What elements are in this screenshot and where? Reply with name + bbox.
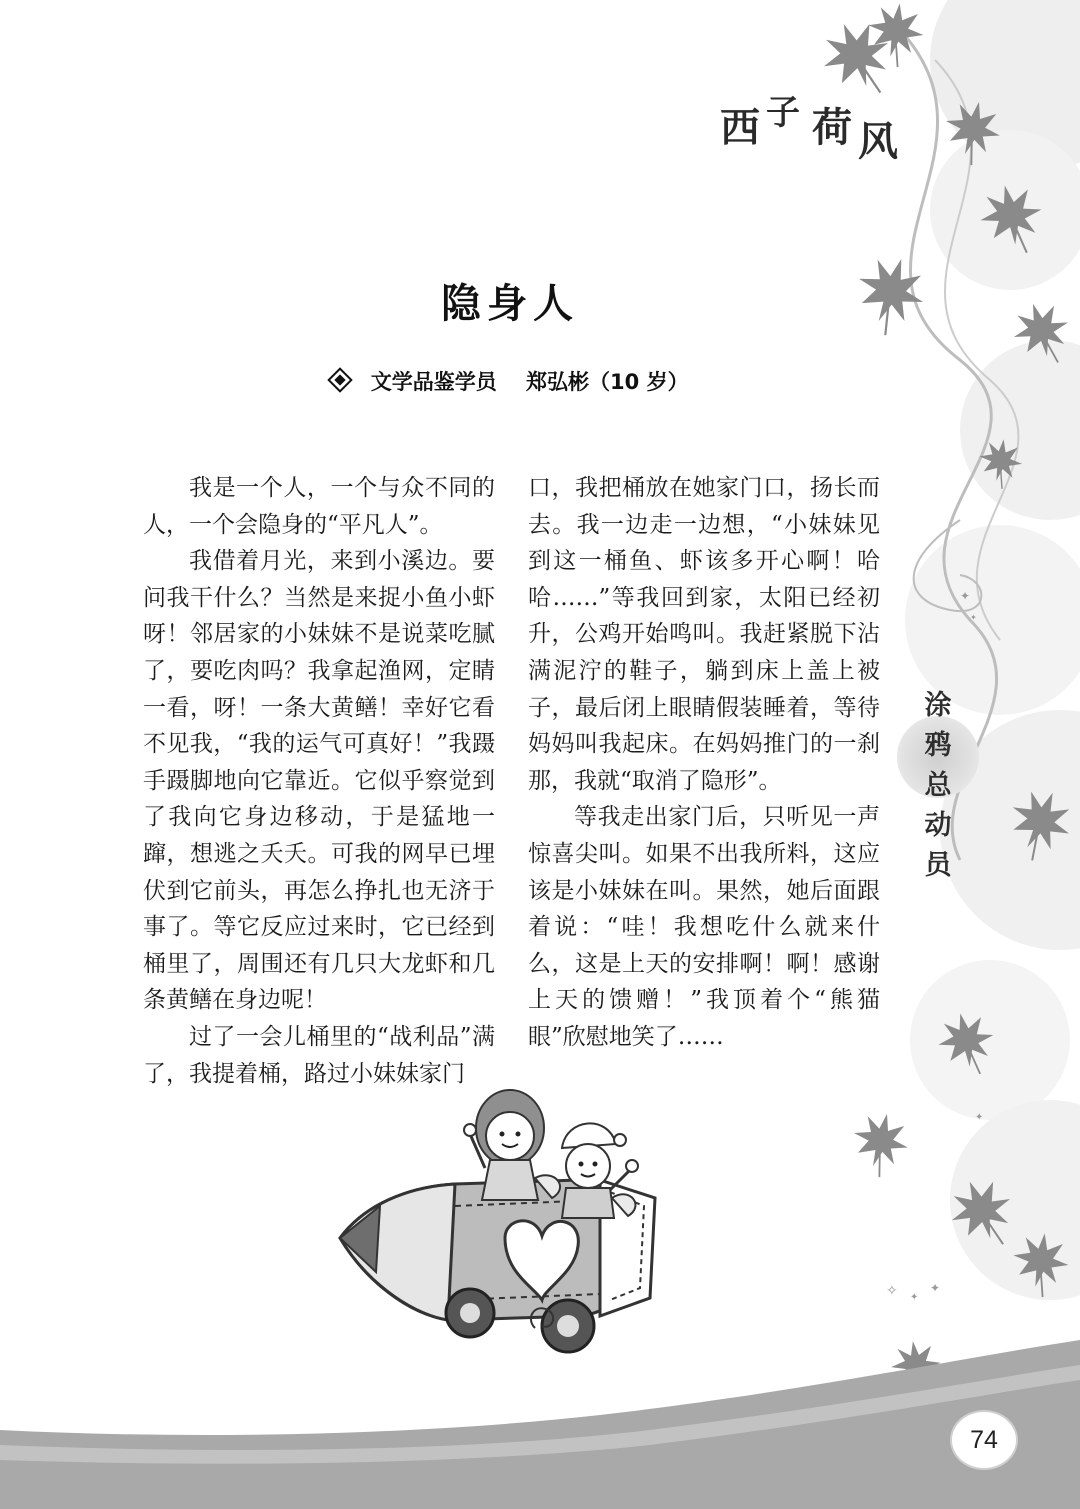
svg-text:✦: ✦ [970, 613, 977, 622]
page-number: 74 [950, 1410, 1018, 1470]
bg-bubble [910, 960, 1070, 1120]
svg-text:✦: ✦ [960, 589, 971, 603]
side-section-tag [893, 680, 983, 881]
svg-text:✧: ✧ [886, 1283, 898, 1299]
paragraph: 口，我把桶放在她家门口，扬长而去。我一边走一边想，“小妹妹见到这一桶鱼、虾该多开心啊！哈哈……”等我回到家，太阳已经初升，公鸡开始鸣叫。我赶紧脱下沾满泥泞的鞋子，躺到床上盖上被子，最后闭上眼睛假装睡着，等待妈妈叫我起床。在妈妈推门的一刹那，我就“取消了隐形”。 [528, 475, 880, 794]
svg-text:✦: ✦ [975, 1112, 984, 1123]
svg-text:✦: ✦ [910, 1292, 919, 1303]
column-name-char: 荷 [812, 105, 852, 151]
column-name-char: 风 [858, 119, 898, 165]
paragraph: 我是一个人，一个与众不同的人，一个会隐身的“平凡人”。 [143, 475, 495, 538]
paragraph: 我借着月光，来到小溪边。要问我干什么？当然是来捉小鱼小虾呀！邻居家的小妹妹不是说菜吃腻了，要吃肉吗？我拿起渔网，定睛一看，呀！一条大黄鳝！幸好它看不见我，“我的运气可真好！”我蹑手蹑脚地向它靠近。它似乎察觉到了我向它身边移动，于是猛地一蹿，想逃之夭夭。可我的网早已埋伏到它前头，再怎么挣扎也无济于事了。等它反应过来时，它已经到桶里了，周围还有几只大龙虾和几条黄鳝在身边呢！ [143, 548, 495, 1014]
paragraph: 过了一会儿桶里的“战利品”满了，我提着桶，路过小妹妹家门 [143, 1023, 495, 1087]
article-title: 隐身人 [441, 281, 579, 327]
diamond-bullet-icon [328, 367, 353, 392]
column-name [720, 92, 910, 165]
side-tag-text: 涂鸦总动员 [924, 690, 952, 881]
rocket-pencil-illustration [330, 1088, 670, 1368]
body-column-left [143, 470, 495, 1092]
maple-leaf-icon [845, 1107, 915, 1182]
byline-role: 文学品鉴学员 [370, 370, 497, 394]
body-column-right [528, 470, 880, 1056]
paragraph: 等我走出家门后，只听见一声惊喜尖叫。如果不出我所料，这应该是小妹妹在叫。果然，她后面跟着说：“哇！我想吃什么就来什么，这是上天的安排啊！啊！感谢上天的馈赠！”我顶着个“熊猫眼”欣慰地笑了…… [528, 804, 880, 1050]
byline-author: 郑弘彬（10 岁） [526, 370, 689, 394]
column-name-char: 西 [720, 105, 760, 151]
svg-text:✦: ✦ [930, 1281, 941, 1295]
column-name-char: 子 [766, 93, 800, 133]
byline [0, 366, 1020, 396]
